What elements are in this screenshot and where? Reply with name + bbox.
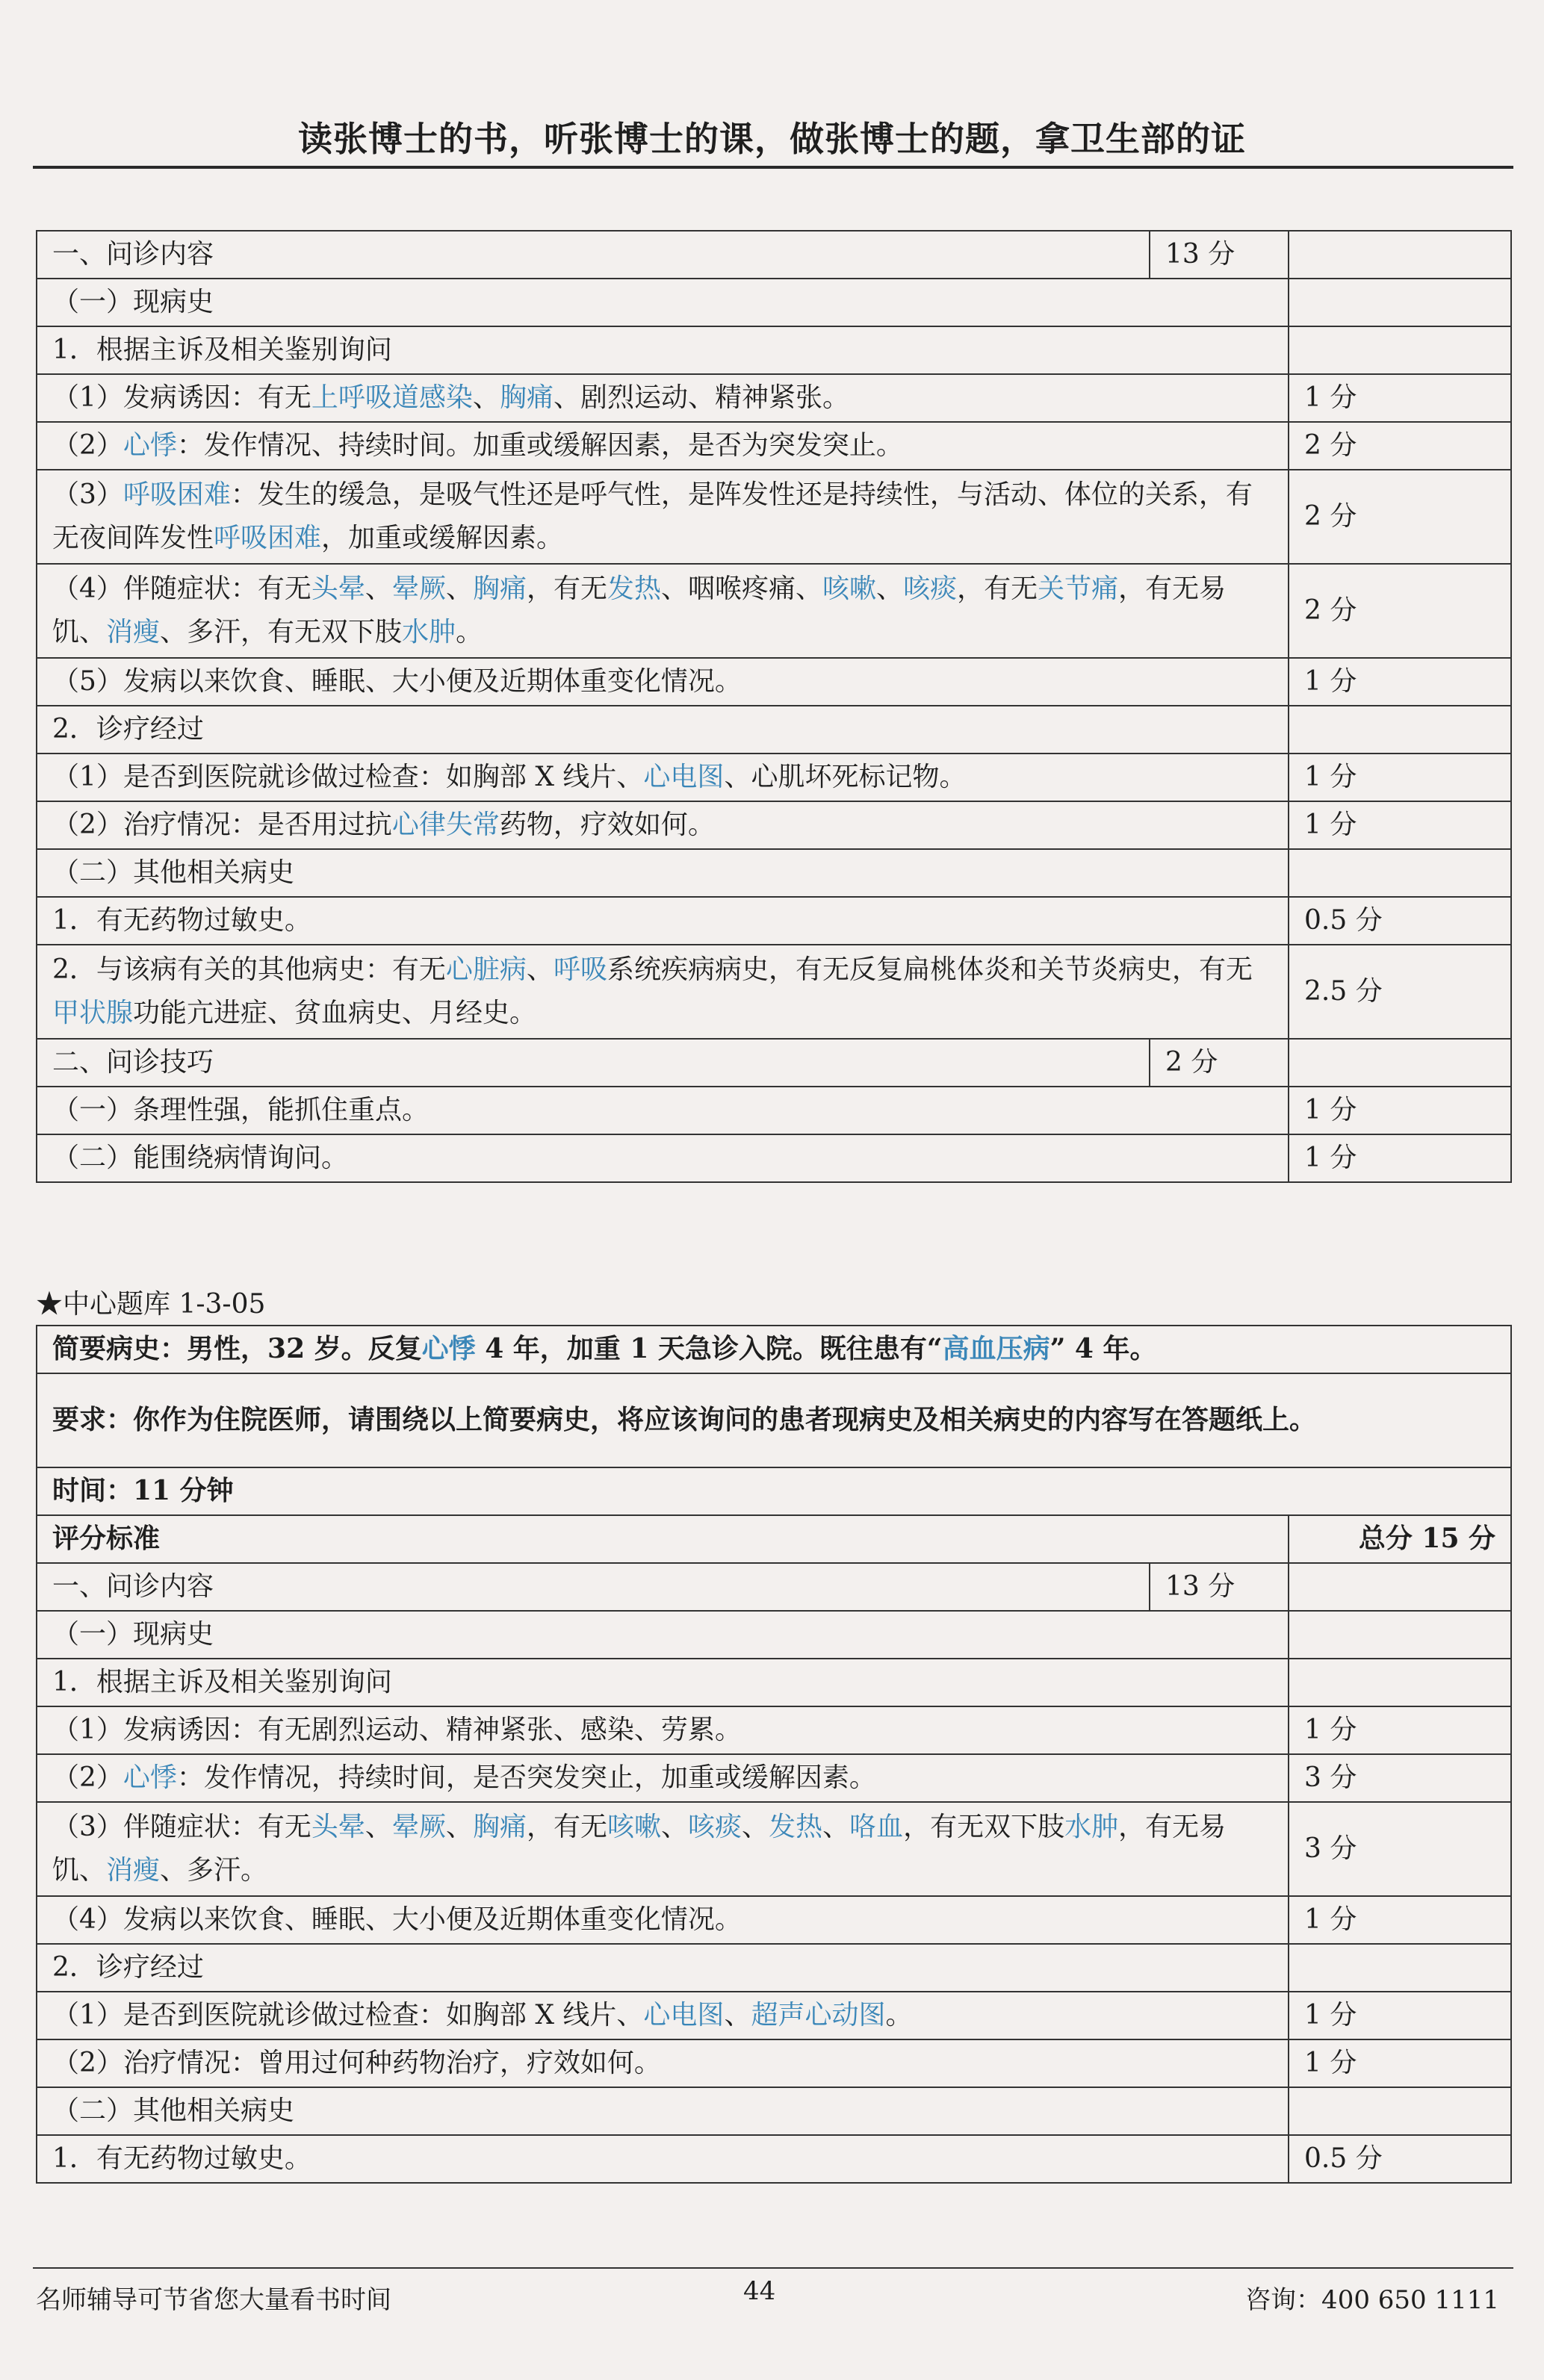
item-score <box>1289 279 1511 326</box>
highlighted-term: 心悸 <box>123 430 177 462</box>
text-segment: （1）是否到医院就诊做过检查：如胸部 X 线片、 <box>52 762 644 793</box>
item-text <box>37 945 1289 1039</box>
item-score <box>1289 1039 1511 1087</box>
item-score: 1 分 <box>1289 2039 1511 2087</box>
item-text: 一、问诊内容 <box>37 1563 1150 1611</box>
table-row <box>37 1896 1511 1944</box>
item-text: （二）其他相关病史 <box>37 849 1289 897</box>
highlighted-term: 胸痛 <box>472 574 527 605</box>
table-row <box>37 326 1511 374</box>
highlighted-term: 咯血 <box>849 1812 904 1843</box>
text-segment: 、 <box>445 1812 473 1843</box>
table-row <box>37 231 1511 279</box>
case-history-cell <box>37 1326 1511 1373</box>
table-row <box>37 1659 1511 1706</box>
table-row <box>37 1611 1511 1659</box>
highlighted-term: 上呼吸道感染 <box>311 382 473 414</box>
item-score: 2.5 分 <box>1289 945 1511 1039</box>
table-row <box>37 2135 1511 2183</box>
text-segment: 。 <box>456 617 483 647</box>
table-row <box>37 1134 1511 1182</box>
highlighted-term: 心悸 <box>123 1762 177 1794</box>
section-score: 13 分 <box>1150 231 1289 279</box>
table-row <box>37 2039 1511 2087</box>
text-segment: ” 4 年。 <box>1050 1333 1157 1365</box>
text-segment: （2） <box>52 430 123 462</box>
text-segment: （3） <box>52 479 123 511</box>
highlighted-term: 咳嗽 <box>607 1812 662 1843</box>
table-row <box>37 1087 1511 1134</box>
highlighted-term: 心脏病 <box>445 954 527 986</box>
text-segment: （1）是否到医院就诊做过检查：如胸部 X 线片、 <box>52 2000 644 2031</box>
item-text: 二、问诊技巧 <box>37 1039 1150 1087</box>
item-text: 2．诊疗经过 <box>37 1944 1289 1992</box>
item-text <box>37 1802 1289 1896</box>
text-segment: 、 <box>445 574 473 605</box>
item-score: 3 分 <box>1289 1754 1511 1802</box>
table-row <box>37 279 1511 326</box>
highlighted-term: 胸痛 <box>499 382 554 414</box>
total-score: 总分 15 分 <box>1289 1515 1511 1563</box>
item-text: 1．根据主诉及相关鉴别询问 <box>37 326 1289 374</box>
highlighted-term: 心律失常 <box>391 810 500 841</box>
item-text: （一）现病史 <box>37 279 1289 326</box>
table-row <box>37 1039 1511 1087</box>
highlighted-term: 超声心动图 <box>751 2000 886 2031</box>
highlighted-term: 呼吸困难 <box>123 479 231 511</box>
text-segment: ：发作情况，持续时间，是否突发突止，加重或缓解因素。 <box>176 1762 876 1794</box>
highlighted-term: 高血压病 <box>942 1333 1050 1365</box>
text-segment: ，有无 <box>957 574 1038 605</box>
item-score: 1 分 <box>1289 374 1511 422</box>
page-number: 44 <box>743 2276 776 2306</box>
item-score <box>1289 2087 1511 2135</box>
footer-slogan: 名师辅导可节省您大量看书时间 <box>36 2285 391 2315</box>
item-text <box>37 374 1289 422</box>
item-score: 2 分 <box>1289 470 1511 564</box>
item-score <box>1289 1611 1511 1659</box>
item-score <box>1289 326 1511 374</box>
item-text: （二）其他相关病史 <box>37 2087 1289 2135</box>
text-segment: 、 <box>365 1812 392 1843</box>
text-segment: 、 <box>661 1812 689 1843</box>
highlighted-term: 甲状腺 <box>52 998 134 1028</box>
text-segment: （2）治疗情况：是否用过抗 <box>52 810 392 841</box>
item-score: 0.5 分 <box>1289 897 1511 945</box>
header-divider <box>33 166 1513 169</box>
scoring-table-2 <box>36 1325 1512 2184</box>
text-segment: 、 <box>822 1812 850 1843</box>
highlighted-term: 头晕 <box>311 574 365 605</box>
text-segment: 、咽喉疼痛、 <box>661 574 823 605</box>
highlighted-term: 心电图 <box>643 2000 725 2031</box>
table-row <box>37 1754 1511 1802</box>
item-text <box>37 470 1289 564</box>
text-segment: ：发生的缓急，是吸气性还是呼气性，是阵发性还是持续性，与活动、体位的关系，有无夜间阵发性 <box>52 479 1253 553</box>
text-segment: 、 <box>724 2000 751 2031</box>
text-segment: 系统疾病病史，有无反复扁桃体炎和关节炎病史，有无 <box>607 954 1253 986</box>
highlighted-term: 晕厥 <box>391 1812 446 1843</box>
highlighted-term: 呼吸 <box>553 954 607 986</box>
item-score <box>1289 1944 1511 1992</box>
text-segment: 、 <box>472 382 500 414</box>
text-segment: （4）伴随症状：有无 <box>52 574 311 605</box>
text-segment: 2．与该病有关的其他病史：有无 <box>52 954 446 986</box>
highlighted-term: 咳嗽 <box>822 574 877 605</box>
highlighted-term: 心悸 <box>421 1333 476 1365</box>
highlighted-term: 头晕 <box>311 1812 365 1843</box>
item-score <box>1289 849 1511 897</box>
text-segment: 、 <box>526 954 554 986</box>
text-segment: ，有无易饥、 <box>52 574 1227 647</box>
text-segment: ：发作情况、持续时间。加重或缓解因素，是否为突发突止。 <box>176 430 903 462</box>
item-text: （4）发病以来饮食、睡眠、大小便及近期体重变化情况。 <box>37 1896 1289 1944</box>
text-segment: （3）伴随症状：有无 <box>52 1812 311 1843</box>
footer-divider <box>33 2267 1513 2269</box>
item-text: 2．诊疗经过 <box>37 706 1289 754</box>
table-row <box>37 1944 1511 1992</box>
case-history-label: 简要病史： <box>52 1333 187 1365</box>
section-score: 2 分 <box>1150 1039 1289 1087</box>
text-segment: （2） <box>52 1762 123 1794</box>
text-segment: ，有无 <box>526 574 607 605</box>
text-segment: ，加重或缓解因素。 <box>321 523 564 553</box>
item-text <box>37 801 1289 849</box>
highlighted-term: 水肿 <box>402 617 456 647</box>
highlighted-term: 胸痛 <box>472 1812 527 1843</box>
item-text: （5）发病以来饮食、睡眠、大小便及近期体重变化情况。 <box>37 658 1289 706</box>
highlighted-term: 发热 <box>607 574 662 605</box>
item-score <box>1289 706 1511 754</box>
item-text <box>37 422 1289 470</box>
table-row <box>37 422 1511 470</box>
question-bank-title: ★中心题库 1-3-05 <box>36 1289 266 1320</box>
item-text: 1．根据主诉及相关鉴别询问 <box>37 1659 1289 1706</box>
section-score: 13 分 <box>1150 1563 1289 1611</box>
case-history-row <box>37 1326 1511 1373</box>
item-score: 1 分 <box>1289 1134 1511 1182</box>
table-row <box>37 706 1511 754</box>
text-segment: ，有无易饥、 <box>52 1812 1227 1886</box>
table-row <box>37 658 1511 706</box>
scoring-table-1 <box>36 230 1512 1183</box>
item-score <box>1289 1659 1511 1706</box>
requirement-text: 要求：你作为住院医师，请围绕以上简要病史，将应该询问的患者现病史及相关病史的内容写在答题纸上。 <box>37 1373 1511 1467</box>
highlighted-term: 消瘦 <box>106 617 161 647</box>
item-text <box>37 1754 1289 1802</box>
table-row <box>37 849 1511 897</box>
text-segment: 药物，疗效如何。 <box>499 810 715 841</box>
criteria-label: 评分标准 <box>37 1515 1289 1563</box>
table-row <box>37 374 1511 422</box>
item-text: （1）发病诱因：有无剧烈运动、精神紧张、感染、劳累。 <box>37 1706 1289 1754</box>
item-score: 2 分 <box>1289 564 1511 658</box>
text-segment: 、 <box>365 574 392 605</box>
item-text <box>37 564 1289 658</box>
item-text: （一）条理性强，能抓住重点。 <box>37 1087 1289 1134</box>
table-row <box>37 1992 1511 2039</box>
text-segment: 、多汗，有无双下肢 <box>160 617 403 647</box>
item-score: 3 分 <box>1289 1802 1511 1896</box>
item-score: 1 分 <box>1289 658 1511 706</box>
item-text <box>37 1992 1289 2039</box>
text-segment: ，有无双下肢 <box>903 1812 1065 1843</box>
footer-contact: 咨询：400 650 1111 <box>1245 2285 1499 2315</box>
text-segment: 功能亢进症、贫血病史、月经史。 <box>133 998 537 1028</box>
criteria-header-row <box>37 1515 1511 1563</box>
item-score <box>1289 1563 1511 1611</box>
highlighted-term: 呼吸困难 <box>214 523 322 553</box>
item-score: 1 分 <box>1289 754 1511 801</box>
table-row <box>37 470 1511 564</box>
page-header-title: 读张博士的书，听张博士的课，做张博士的题，拿卫生部的证 <box>298 119 1246 159</box>
item-text: （一）现病史 <box>37 1611 1289 1659</box>
requirement-row <box>37 1373 1511 1467</box>
item-text: 1．有无药物过敏史。 <box>37 897 1289 945</box>
item-text <box>37 754 1289 801</box>
highlighted-term: 关节痛 <box>1038 574 1119 605</box>
highlighted-term: 咳痰 <box>688 1812 742 1843</box>
text-segment: 。 <box>885 2000 913 2031</box>
table-row <box>37 945 1511 1039</box>
item-score: 1 分 <box>1289 1896 1511 1944</box>
highlighted-term: 水肿 <box>1064 1812 1119 1843</box>
text-segment: 、多汗。 <box>160 1855 268 1886</box>
item-score: 0.5 分 <box>1289 2135 1511 2183</box>
table-row <box>37 2087 1511 2135</box>
time-limit-text: 时间：11 分钟 <box>37 1467 1511 1515</box>
text-segment: 、心肌坏死标记物。 <box>724 762 967 793</box>
text-segment: 4 年，加重 1 天急诊入院。既往患有“ <box>475 1333 943 1365</box>
table-row <box>37 1802 1511 1896</box>
item-score: 1 分 <box>1289 1087 1511 1134</box>
item-text: （二）能围绕病情询问。 <box>37 1134 1289 1182</box>
highlighted-term: 消瘦 <box>106 1855 161 1886</box>
highlighted-term: 发热 <box>769 1812 823 1843</box>
text-segment: 、 <box>876 574 904 605</box>
text-segment: 、剧烈运动、精神紧张。 <box>553 382 849 414</box>
highlighted-term: 心电图 <box>643 762 725 793</box>
text-segment: （1）发病诱因：有无 <box>52 382 311 414</box>
table-row <box>37 897 1511 945</box>
highlighted-term: 晕厥 <box>391 574 446 605</box>
case-history-text <box>187 1333 1156 1364</box>
item-score <box>1289 231 1511 279</box>
time-row <box>37 1467 1511 1515</box>
text-segment: 男性，32 岁。反复 <box>187 1333 422 1365</box>
item-score: 1 分 <box>1289 1706 1511 1754</box>
table-row <box>37 564 1511 658</box>
table-row <box>37 1706 1511 1754</box>
text-segment: 、 <box>742 1812 769 1843</box>
item-score: 1 分 <box>1289 1992 1511 2039</box>
table-row <box>37 754 1511 801</box>
table-row <box>37 801 1511 849</box>
item-text: 一、问诊内容 <box>37 231 1150 279</box>
text-segment: ，有无 <box>526 1812 607 1843</box>
item-score: 1 分 <box>1289 801 1511 849</box>
highlighted-term: 咳痰 <box>903 574 958 605</box>
item-score: 2 分 <box>1289 422 1511 470</box>
item-text: 1．有无药物过敏史。 <box>37 2135 1289 2183</box>
table-row <box>37 1563 1511 1611</box>
item-text: （2）治疗情况：曾用过何种药物治疗，疗效如何。 <box>37 2039 1289 2087</box>
